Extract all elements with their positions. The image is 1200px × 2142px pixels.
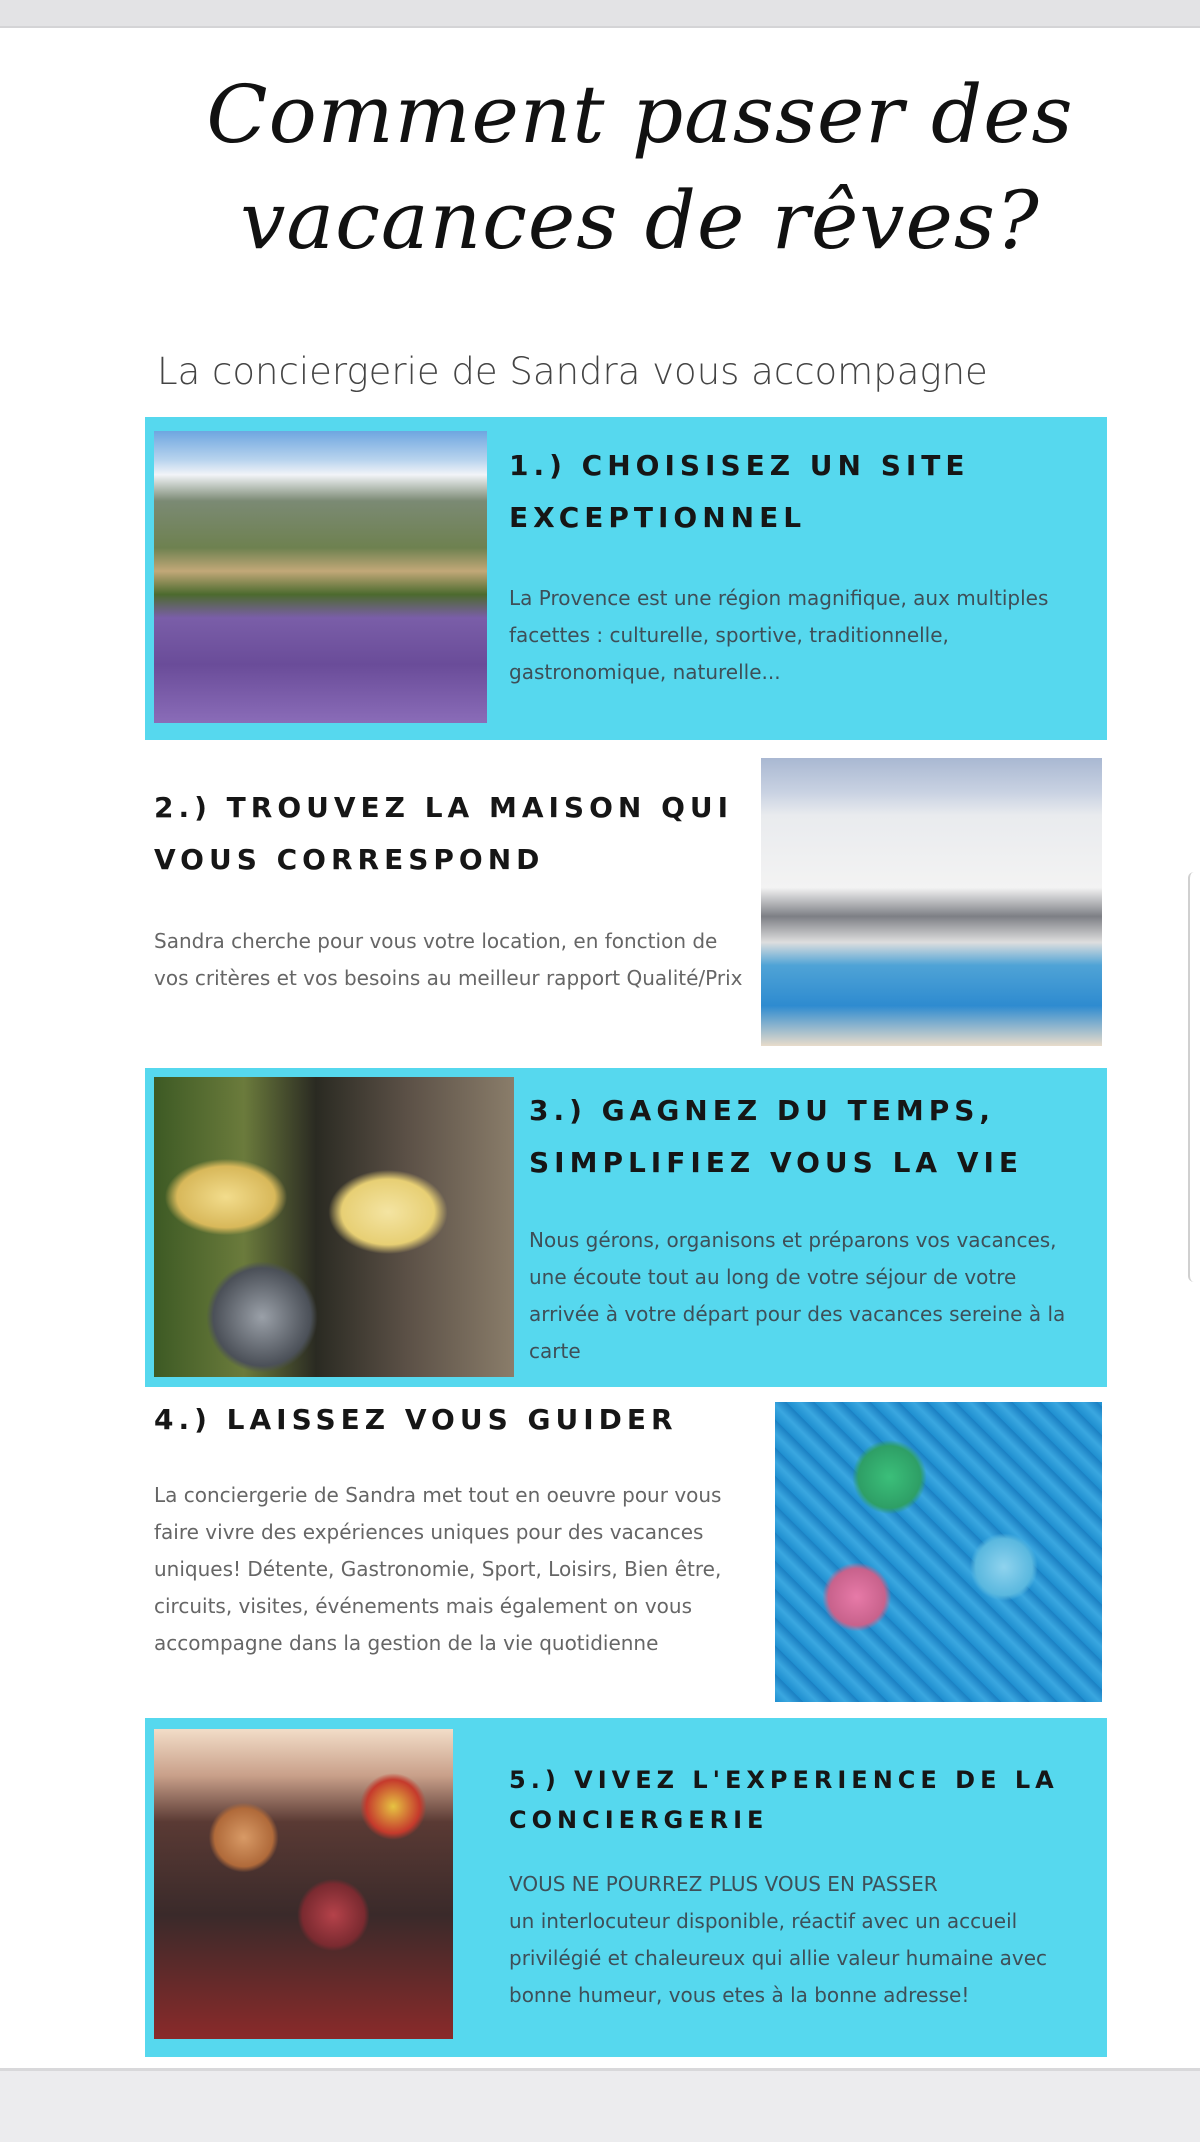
- section-4-body: La conciergerie de Sandra met tout en oeuvre pour vous faire vivre des expériences uniques pour des vacances uniques! Détente, Gastronomie, Sport, Loisirs, Bien être, circuits, visites, événements mais également on vous accompagne dans la gestion de la vie quotidienne: [154, 1483, 722, 1655]
- section-3-heading: [529, 1085, 1099, 1189]
- heading-line: 2.) TROUVEZ LA MAISON QUI: [154, 791, 734, 824]
- browser-top-bar: [0, 0, 1200, 28]
- pastis-petanque-image: [154, 1077, 514, 1377]
- section-5-body: [509, 1866, 1069, 2014]
- title-line-2: vacances de rêves?: [240, 174, 1040, 267]
- heading-line: 3.) GAGNEZ DU TEMPS,: [529, 1094, 996, 1127]
- heading-line: 1.) CHOISISEZ UN SITE: [509, 449, 970, 482]
- section-5-heading: [509, 1760, 1089, 1840]
- side-scroll-handle[interactable]: [1188, 872, 1198, 1282]
- page-title: [120, 62, 1160, 274]
- heading-line: 5.) VIVEZ L'EXPERIENCE DE LA: [509, 1766, 1059, 1794]
- browser-bottom-bar: [0, 2068, 1200, 2142]
- section-1-heading: [509, 440, 1089, 544]
- subtitle: La conciergerie de Sandra vous accompagne: [157, 350, 988, 393]
- villa-pool-image: [761, 758, 1102, 1046]
- heading-line: 4.) LAISSEZ VOUS GUIDER: [154, 1403, 678, 1436]
- section-5-body-caps: VOUS NE POURREZ PLUS VOUS EN PASSER: [509, 1872, 938, 1896]
- section-1-body: La Provence est une région magnifique, aux multiples facettes : culturelle, sportive, traditionnelle, gastronomique, naturelle...: [509, 586, 1049, 684]
- section-3-body: Nous gérons, organisons et préparons vos vacances, une écoute tout au long de votre séjour de votre arrivée à votre départ pour des vacances sereine à la carte: [529, 1228, 1066, 1363]
- title-line-1: Comment passer des: [206, 68, 1074, 161]
- heading-line: CONCIERGERIE: [509, 1806, 769, 1834]
- section-4-heading: [154, 1394, 754, 1446]
- section-2-heading: [154, 782, 754, 886]
- section-5-body-text: un interlocuteur disponible, réactif avec un accueil privilégié et chaleureux qui allie valeur humaine avec bonne humeur, vous etes à la bonne adresse!: [509, 1909, 1048, 2007]
- pool-floats-image: [775, 1402, 1102, 1702]
- section-2-body: Sandra cherche pour vous votre location, en fonction de vos critères et vos besoins au meilleur rapport Qualité/Prix: [154, 929, 743, 990]
- heading-line: VOUS CORRESPOND: [154, 843, 545, 876]
- heading-line: SIMPLIFIEZ VOUS LA VIE: [529, 1146, 1024, 1179]
- barbecue-image: [154, 1729, 453, 2039]
- heading-line: EXCEPTIONNEL: [509, 501, 807, 534]
- lavender-provence-image: [154, 431, 487, 723]
